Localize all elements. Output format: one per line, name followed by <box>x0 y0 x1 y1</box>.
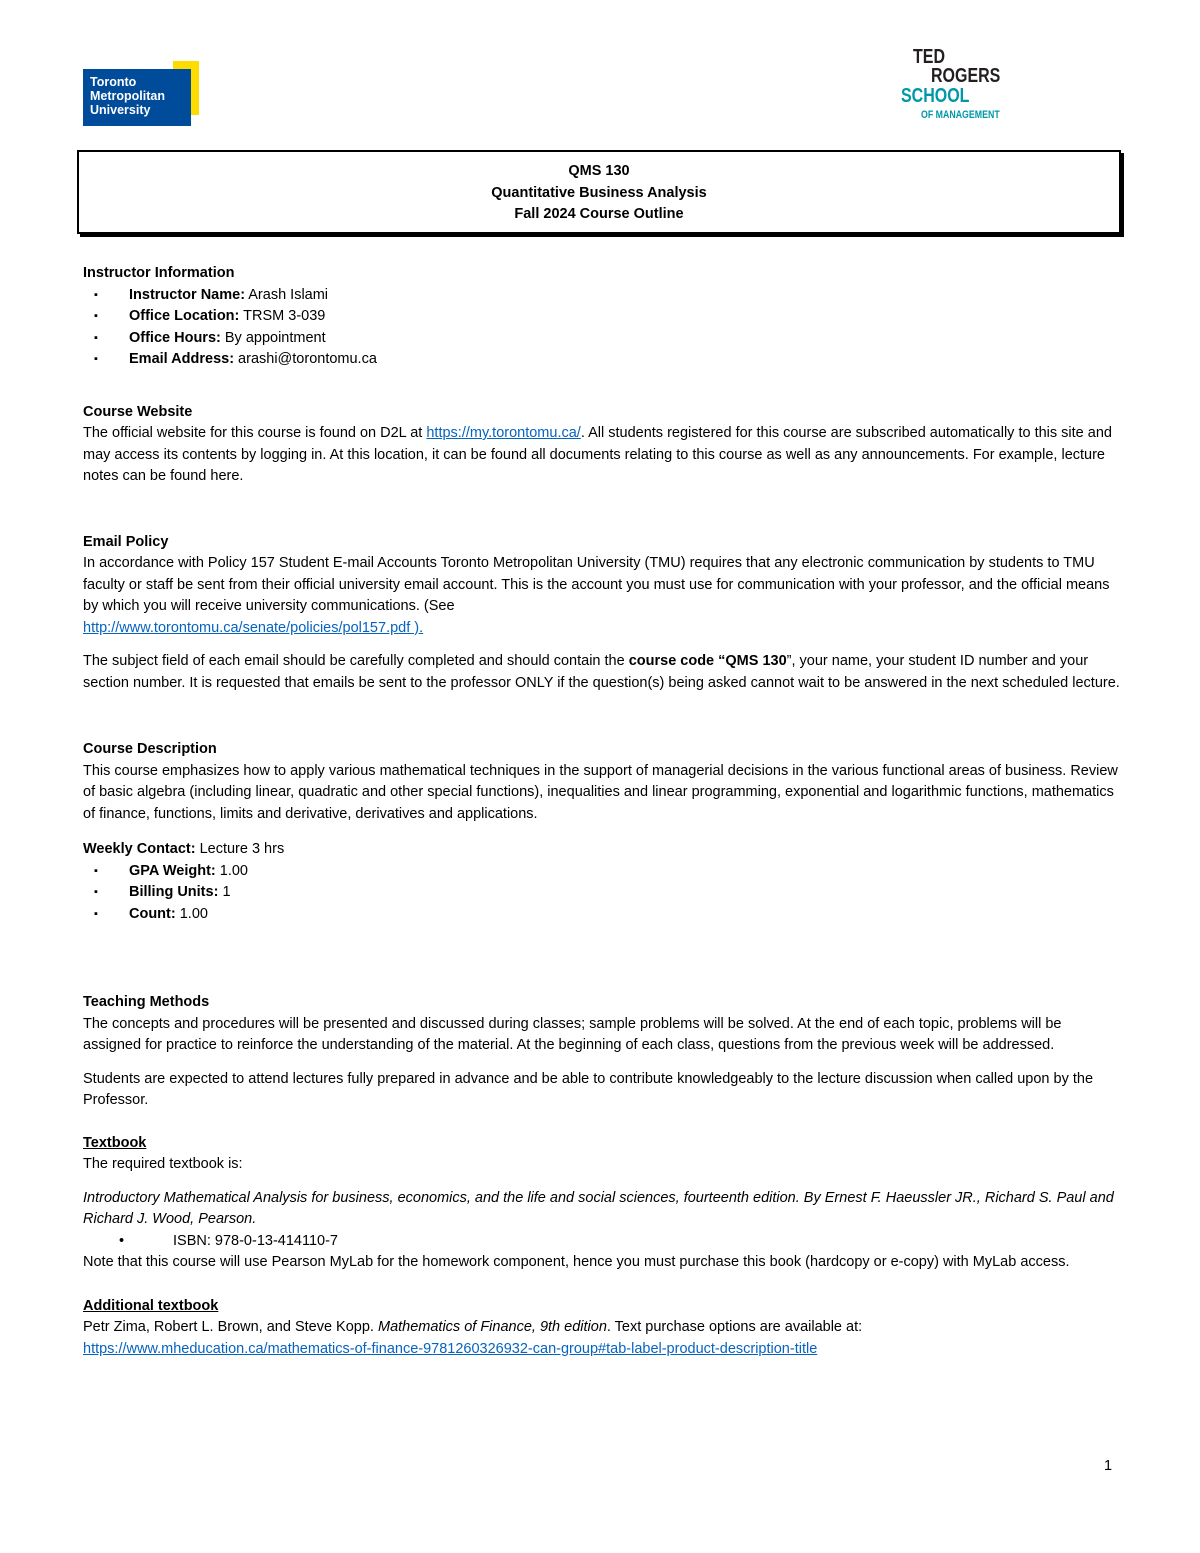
ted-rogers-logo <box>900 48 1010 124</box>
item-label: Count: <box>129 905 176 922</box>
textbook-note: Note that this course will use Pearson MyLab for the homework component, hence you must purchase this book (hardcopy or e-copy) with MyLab access. <box>83 1254 1070 1270</box>
d2l-link[interactable]: https://my.torontomu.ca/ <box>426 425 581 441</box>
list-item <box>83 882 1123 904</box>
weekly-contact-label: Weekly Contact: <box>83 841 196 857</box>
website-heading: Course Website <box>83 403 193 420</box>
item-label: GPA Weight: <box>129 862 216 879</box>
additional-textbook-paragraph <box>83 1317 1123 1360</box>
ted-rogers-line-rogers: ROGERS <box>931 65 1001 87</box>
course-code: QMS 130 <box>568 163 630 179</box>
list-item <box>83 328 1123 350</box>
description-section <box>83 739 1123 925</box>
tmu-logo-block <box>83 69 191 126</box>
weekly-contact <box>83 839 1123 861</box>
email-policy-heading: Email Policy <box>83 533 169 550</box>
list-item <box>83 306 1123 328</box>
description-heading: Course Description <box>83 741 217 757</box>
list-item <box>83 904 1123 926</box>
bullet-icon: • <box>119 1232 125 1249</box>
additional-authors: Petr Zima, Robert L. Brown, and Steve Kopp. <box>83 1319 378 1335</box>
description-paragraph: This course emphasizes how to apply various mathematical techniques in the support of managerial decisions in the various functional areas of business. Review of basic algebra (including linear, quadratic and other special functions), inequalities and linear programming, exponential and logarithmic functions, mathematics of finance, functions, limits and derivative, derivatives and applications. <box>83 762 1118 822</box>
email-policy-section <box>83 532 1123 695</box>
outline-body <box>83 263 1123 1360</box>
item-label: Email Address: <box>129 351 235 367</box>
ted-rogers-line-ted: TED <box>913 46 945 68</box>
course-header-box <box>77 150 1121 234</box>
item-label: Instructor Name: <box>129 286 246 303</box>
email-subject-paragraph <box>83 651 1123 694</box>
course-outline-title: Fall 2024 Course Outline <box>514 206 684 222</box>
email-policy-text: In accordance with Policy 157 Student E-mail Accounts Toronto Metropolitan University (TMU) requires that any electronic communication by students to TMU faculty or staff be sent from their official university email account. This is the account you must use for communication with your professor, and the official means by which you will receive university communications. (See <box>83 555 1110 614</box>
teaching-section <box>83 992 1123 1112</box>
email-subject-text-after: ”, your name, your student ID number and your section number. It is requested that emails be sent to the professor ONLY if the question(s) being asked cannot wait to be answered in the next scheduled lecture. <box>83 653 1120 691</box>
additional-textbook-section <box>83 1296 1123 1361</box>
additional-book-title: Mathematics of Finance, 9th edition <box>377 1319 607 1335</box>
additional-textbook-heading: Additional textbook <box>83 1297 219 1314</box>
item-value: 1 <box>218 884 231 900</box>
course-code-emphasis: course code “QMS 130 <box>628 653 787 669</box>
teaching-heading: Teaching Methods <box>83 994 210 1010</box>
item-value: TRSM 3-039 <box>239 308 326 324</box>
ted-rogers-line-school: SCHOOL <box>901 85 970 107</box>
isbn-item <box>83 1231 1123 1253</box>
item-value: 1.00 <box>175 905 208 922</box>
policy-157-link[interactable]: http://www.torontomu.ca/senate/policies/pol157.pdf ). <box>83 619 424 636</box>
item-label: Billing Units: <box>129 884 219 900</box>
item-label: Office Hours: <box>129 329 221 346</box>
instructor-section <box>83 263 1123 371</box>
isbn-text: ISBN: 978-0-13-414110-7 <box>173 1232 338 1249</box>
item-label: Office Location: <box>129 308 240 324</box>
website-text-after: . All students registered for this course are subscribed automatically to this site and may access its contents by logging in. At this location, it can be found all documents relating to this course as well as any announcements. For example, lecture notes can be found here. <box>83 425 1112 484</box>
textbook-intro: The required textbook is: <box>83 1156 243 1172</box>
textbook-heading: Textbook <box>83 1134 147 1151</box>
item-value: 1.00 <box>215 862 248 879</box>
item-value: Arash Islami <box>245 286 329 303</box>
tmu-logo-line: University <box>90 103 151 117</box>
page-number: 1 <box>1104 1458 1113 1474</box>
tmu-logo <box>83 61 199 126</box>
textbook-citation: Introductory Mathematical Analysis for business, economics, and the life and social sciences, fourteenth edition. By Ernest F. Haeussler JR., Richard S. Paul and Richard J. Wood, Pearson. <box>83 1189 1114 1227</box>
email-policy-paragraph <box>83 553 1123 639</box>
item-value: arashi@torontomu.ca <box>234 351 377 367</box>
ted-rogers-line-management: OF MANAGEMENT <box>921 109 1000 121</box>
tmu-logo-line: Toronto <box>90 75 137 89</box>
item-value: By appointment <box>220 329 326 346</box>
instructor-list <box>83 285 1123 371</box>
website-paragraph <box>83 423 1123 488</box>
tmu-logo-line: Metropolitan <box>90 89 165 103</box>
email-subject-text: The subject field of each email should be carefully completed and should contain the <box>83 653 629 669</box>
list-item <box>83 349 1123 371</box>
mheducation-link[interactable]: https://www.mheducation.ca/mathematics-of-finance-9781260326932-can-group#tab-label-product-description-title <box>83 1340 818 1357</box>
list-item <box>83 861 1123 883</box>
website-text: The official website for this course is found on D2L at <box>83 425 427 441</box>
textbook-section <box>83 1133 1123 1274</box>
teaching-paragraph: The concepts and procedures will be presented and discussed during classes; sample problems will be solved. At the end of each topic, problems will be assigned for practice to reinforce the understanding of the material. At the beginning of each class, questions from the previous week will be addressed. <box>83 1015 1062 1053</box>
course-units-list <box>83 861 1123 926</box>
weekly-contact-value: Lecture 3 hrs <box>195 841 285 857</box>
teaching-expectations: Students are expected to attend lectures fully prepared in advance and be able to contribute knowledgeably to the lecture discussion when called upon by the Professor. <box>83 1070 1094 1108</box>
additional-text-after: . Text purchase options are available at: <box>606 1319 863 1335</box>
list-item <box>83 285 1123 307</box>
course-name: Quantitative Business Analysis <box>491 184 707 201</box>
instructor-heading: Instructor Information <box>83 265 235 281</box>
website-section <box>83 402 1123 488</box>
